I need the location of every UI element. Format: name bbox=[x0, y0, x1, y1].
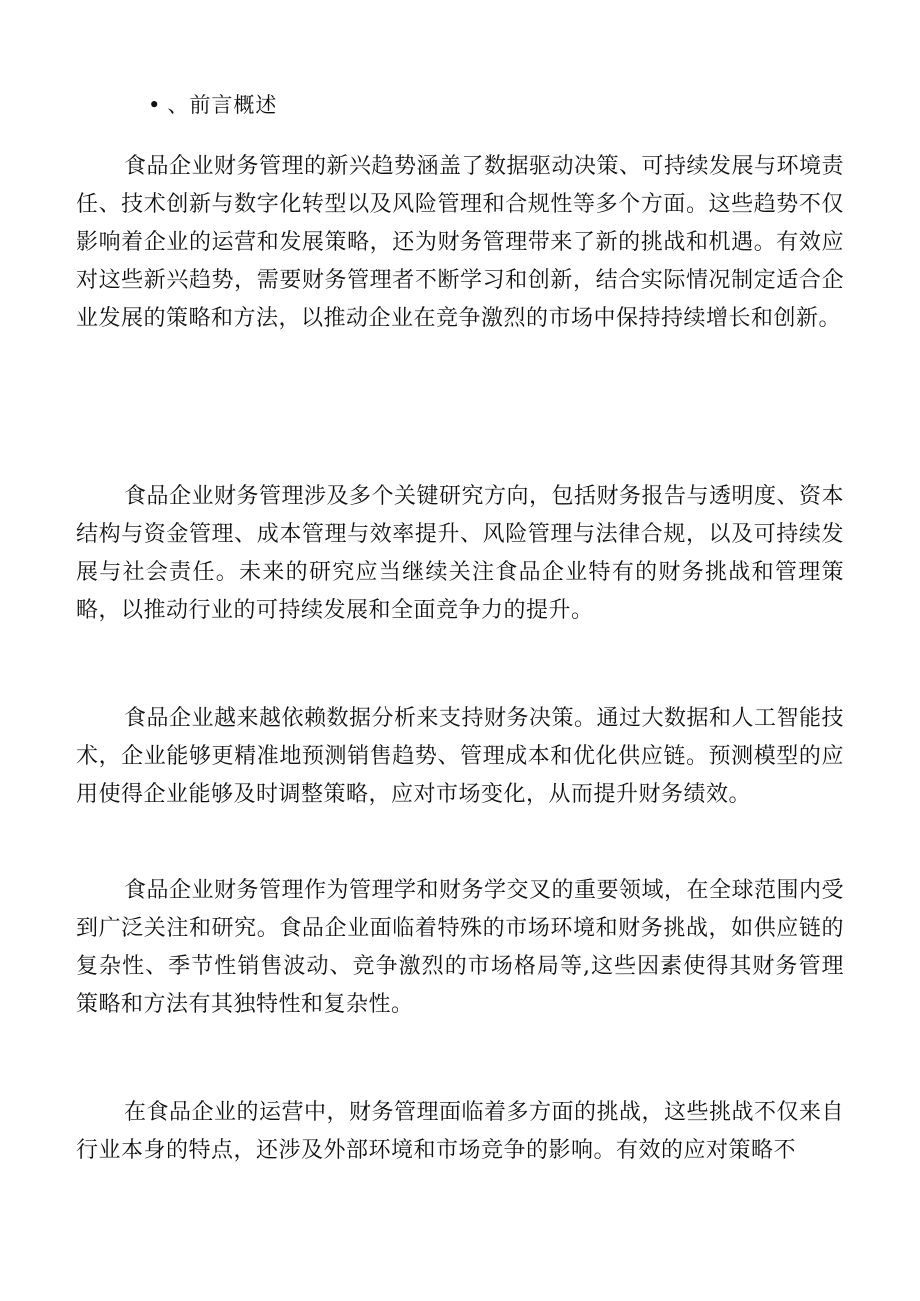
section-heading-text: 、前言概述 bbox=[167, 93, 278, 117]
paragraph-research-directions: 食品企业财务管理涉及多个关键研究方向，包括财务报告与透明度、资本结构与资金管理、成本管理与效率提升、风险管理与法律合规，以及可持续发展与社会责任。未来的研究应当继续关注食品企业特有的财务挑战和管理策略，以推动行业的可持续发展和全面竞争力的提升。 bbox=[76, 484, 845, 623]
paragraph-operational-challenges: 在食品企业的运营中，财务管理面临着多方面的挑战，这些挑战不仅来自行业本身的特点，还涉及外部环境和市场竞争的影响。有效的应对策略不 bbox=[76, 1100, 845, 1163]
paragraph-data-analysis: 食品企业越来越依赖数据分析来支持财务决策。通过大数据和人工智能技术，企业能够更精准地预测销售趋势、管理成本和优化供应链。预测模型的应用使得企业能够及时调整策略，应对市场变化，从而提升财务绩效。 bbox=[76, 706, 845, 807]
section-heading bbox=[148, 90, 277, 120]
paragraph-emerging-trends: 食品企业财务管理的新兴趋势涵盖了数据驱动决策、可持续发展与环境责任、技术创新与数字化转型以及风险管理和合规性等多个方面。这些趋势不仅影响着企业的运营和发展策略，还为财务管理带来了新的挑战和机遇。有效应对这些新兴趋势，需要财务管理者不断学习和创新，结合实际情况制定适合企业发展的策略和方法，以推动企业在竞争激烈的市场中保持持续增长和创新。 bbox=[76, 154, 845, 331]
bullet-icon: • bbox=[148, 93, 162, 117]
paragraph-global-attention: 食品企业财务管理作为管理学和财务学交叉的重要领域，在全球范围内受到广泛关注和研究。食品企业面临着特殊的市场环境和财务挑战，如供应链的复杂性、季节性销售波动、竞争激烈的市场格局等,这些因素使得其财务管理策略和方法有其独特性和复杂性。 bbox=[76, 878, 845, 1017]
